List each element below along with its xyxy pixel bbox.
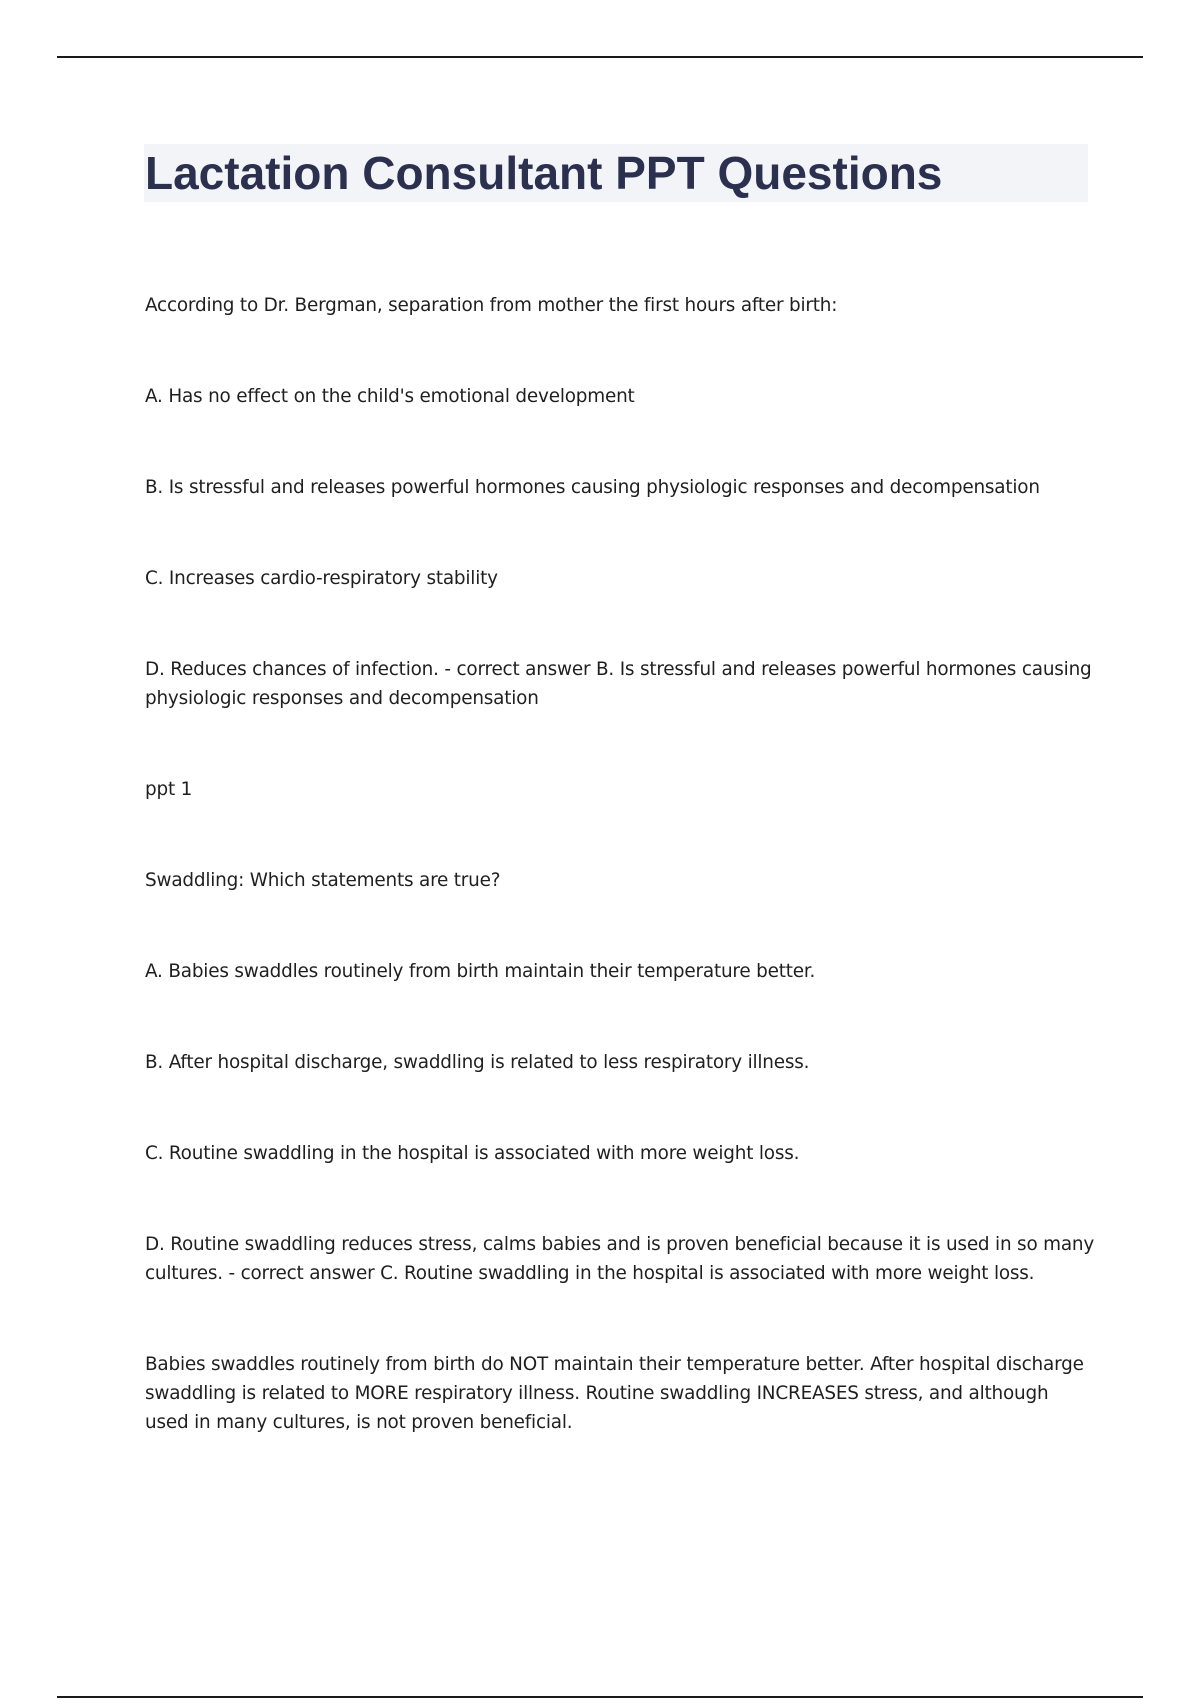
question-1-option-b: B. Is stressful and releases powerful hormones causing physiologic responses and decompensation <box>145 477 1040 498</box>
question-2-option-b: B. After hospital discharge, swaddling is related to less respiratory illness. <box>145 1052 810 1073</box>
question-1-stem: According to Dr. Bergman, separation from mother the first hours after birth: <box>145 295 838 316</box>
question-1-option-d-answer: D. Reduces chances of infection. - correct answer B. Is stressful and releases powerful hormones causing physiologic responses and decompensation <box>145 659 1092 709</box>
question-1-option-a: A. Has no effect on the child's emotional development <box>145 386 635 407</box>
question-1-option-c: C. Increases cardio-respiratory stability <box>145 568 498 589</box>
question-2-explanation: Babies swaddles routinely from birth do NOT maintain their temperature better. After hospital discharge swaddling is related to MORE respiratory illness. Routine swaddling INCREASES stress, and although used in many cultures, is not proven beneficial. <box>145 1354 1084 1433</box>
question-2-stem: Swaddling: Which statements are true? <box>145 870 501 891</box>
bottom-rule <box>57 1696 1143 1698</box>
document-title: Lactation Consultant PPT Questions <box>145 147 943 199</box>
question-2-option-d-answer: D. Routine swaddling reduces stress, calms babies and is proven beneficial because it is used in so many cultures. - correct answer C. Routine swaddling in the hospital is associated with more weight loss. <box>145 1234 1095 1284</box>
question-1-source: ppt 1 <box>145 779 193 800</box>
top-rule <box>57 56 1143 58</box>
question-2-option-a: A. Babies swaddles routinely from birth maintain their temperature better. <box>145 961 816 982</box>
question-2-option-c: C. Routine swaddling in the hospital is associated with more weight loss. <box>145 1143 800 1164</box>
